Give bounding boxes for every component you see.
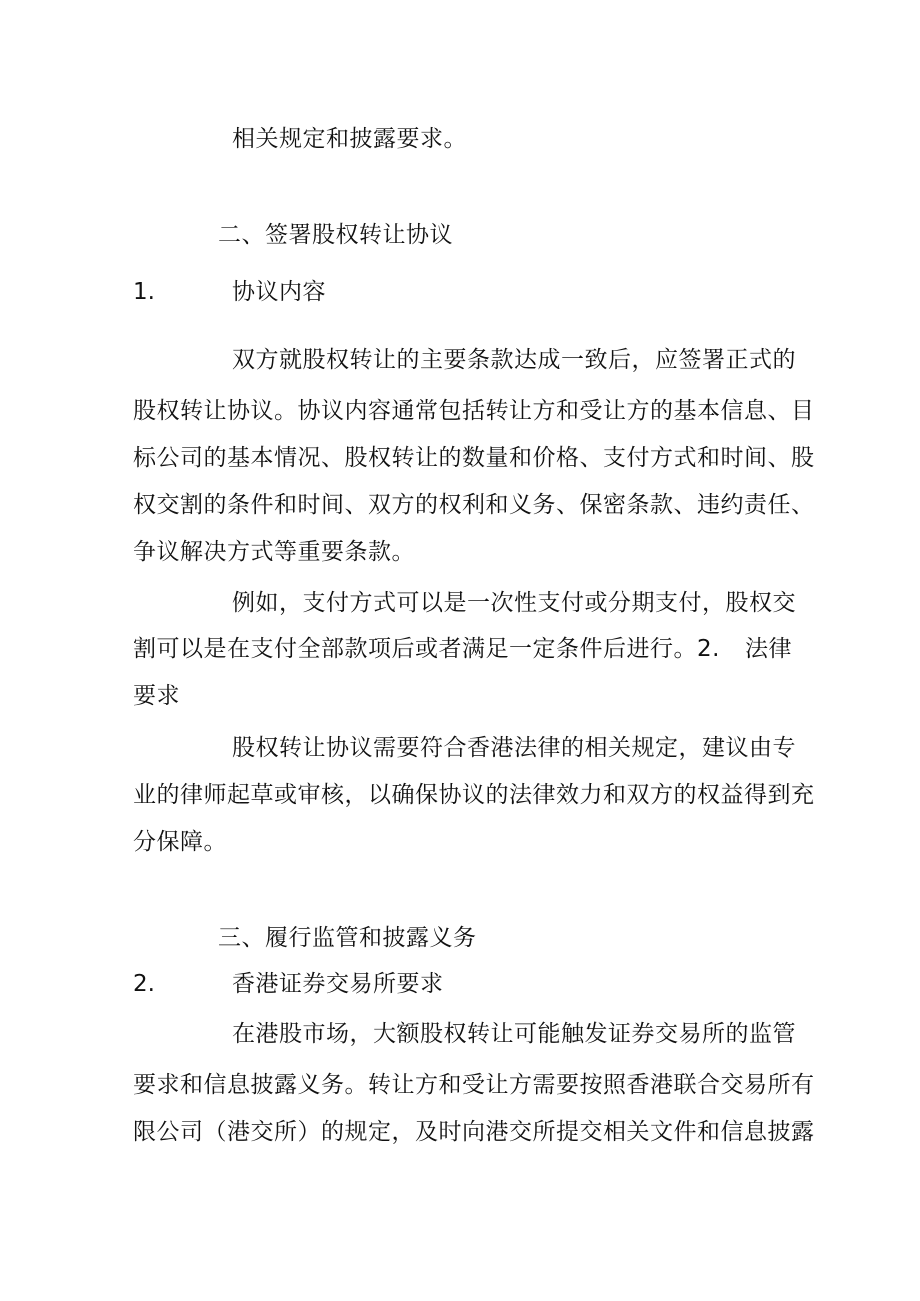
paragraph-line: 分保障。	[133, 829, 227, 855]
paragraph-line: 标公司的基本情况、股权转让的数量和价格、支付方式和时间、股	[133, 445, 815, 471]
paragraph-line: 例如，支付方式可以是一次性支付或分期支付，股权交	[232, 590, 796, 616]
paragraph-line: 割可以是在支付全部款项后或者满足一定条件后进行。2.	[133, 636, 720, 662]
item-2-title-part: 要求	[133, 683, 180, 709]
paragraph-line: 股权转让协议需要符合香港法律的相关规定，建议由专	[232, 735, 796, 761]
paragraph-line: 业的律师起草或审核，以确保协议的法律效力和双方的权益得到充	[133, 782, 815, 808]
paragraph-line: 限公司（港交所）的规定，及时向港交所提交相关文件和信息披露	[133, 1119, 815, 1145]
item-1-number: 1.	[133, 279, 155, 305]
paragraph-line: 股权转让协议。协议内容通常包括转让方和受让方的基本信息、目	[133, 398, 815, 424]
paragraph-line: 双方就股权转让的主要条款达成一致后，应签署正式的	[232, 347, 796, 373]
section-2-heading: 二、签署股权转让协议	[218, 222, 453, 248]
item-2-number: 2.	[133, 971, 155, 997]
section-3-heading: 三、履行监管和披露义务	[218, 925, 477, 951]
item-2-title-part: 法律	[745, 636, 792, 662]
paragraph-line: 在港股市场，大额股权转让可能触发证券交易所的监管	[232, 1021, 796, 1047]
paragraph-line: 要求和信息披露义务。转让方和受让方需要按照香港联合交易所有	[133, 1072, 815, 1098]
item-1-title: 协议内容	[232, 279, 326, 305]
paragraph-line: 权交割的条件和时间、双方的权利和义务、保密条款、违约责任、	[133, 492, 815, 518]
paragraph-line: 争议解决方式等重要条款。	[133, 539, 415, 565]
item-2-title: 香港证券交易所要求	[232, 971, 444, 997]
intro-tail-line: 相关规定和披露要求。	[232, 126, 467, 152]
